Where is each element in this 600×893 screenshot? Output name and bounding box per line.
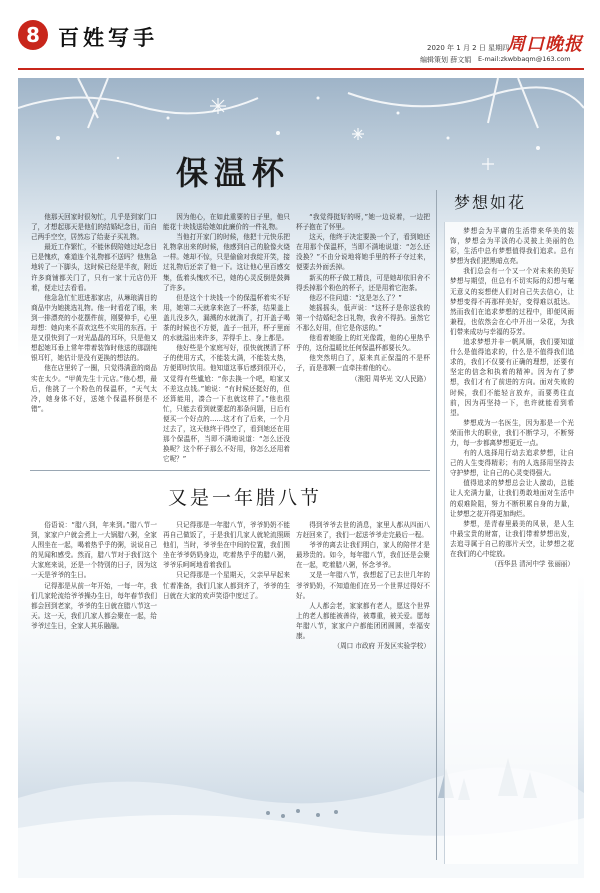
paragraph: 又是一年腊八节，我想起了已去世几年的爷爷奶奶，不知道他们在另一个世界过得好不好。	[296, 571, 430, 600]
paragraph: 得到爷爷去世的消息，家里人都从四面八方赶回来了，我们一起送爷爷走完最后一程。	[296, 521, 430, 540]
page-number-badge: 8	[18, 20, 48, 50]
editor-line: 编辑策划 薛文娟	[420, 56, 472, 64]
laba-byline: （周口 市政府 开发区实验学校）	[333, 642, 430, 651]
paragraph: 因为他心，在如此重要的日子里，他只能花十块钱送给她如此廉价的一件礼物。	[163, 213, 290, 232]
paragraph: 她摇摇头，低声说：“这杯子是你送我的第一个结婚纪念日礼物，我舍不得扔。虽然它不那么好用，但它是你送的。”	[296, 303, 430, 333]
paragraph: 新买的杯子做工精良，可是她却依旧舍不得丢掉那个粉色的杯子，还是用着它泡茶。	[296, 273, 430, 292]
paragraph: 他那天回家时很匆忙，几乎是到家门口了，才想起那天是他们的结婚纪念日，而自己两手空空，居然忘了给妻子买礼物。	[31, 213, 157, 242]
laba-column-2	[163, 520, 290, 810]
column-divider	[436, 190, 437, 860]
thermos-column-2	[163, 212, 290, 466]
date-line: 2020 年 1 月 2 日 星期四	[427, 44, 510, 52]
dream-article-title: 梦想如花	[454, 193, 527, 212]
paragraph: 爷爷的离去让我们明白，家人的陪伴才是最珍贵的。如今，每年腊八节，我们还是会聚在一起，吃着腊八粥，怀念爷爷。	[296, 541, 430, 570]
paragraph: 只记得那是一个星期天，父亲早早起来忙着准备，我们几家人都到齐了，爷爷的生日就在大家的欢声笑语中度过了。	[163, 571, 290, 600]
paragraph: 他好些是个家庭写好，很快就摸清了杯子的使用方式，不能装太满，不能装太热，方便即时饮用。他知道这事后感到很开心，又觉得有些尴尬：“你去换一个吧，咱家又不差这点钱。”她说：“有时候还挺好的，但还算能用，凑合一下也就这样了。”他也很忙，只能去看到就要起的那条问题，日后有便买一个好点的……这才有了后来，一个月过去了，这天他终于得空了，看到她还在用那个保温杯，当即不满地说道：“怎么还没换呢？这个杯子那么不好用，你怎么还用着它呢？”	[163, 344, 290, 464]
paragraph: 他看着她脸上的红光像霞，他的心里热乎乎的，这份温暖比任何保温杯都要长久。	[296, 334, 430, 353]
laba-article-title: 又是一年腊八节	[168, 487, 323, 509]
paragraph: 当他打开家门的时候，他把十元快乐把礼物拿出来的时候，他感到自己的脸像火烧一样。她却不惊，只是偷偷对我绽开笑，接过礼物后还亲了他一下。这让他心里百感交集，低着头愧疚不已，她的心灵反倒是鼓舞了许多。	[163, 233, 290, 292]
thermos-column-3	[296, 212, 430, 466]
paragraph: 他突然明白了，原来真正保温的不是杯子，而是那颗一直牵挂着他的心。	[296, 354, 430, 373]
laba-column-1	[31, 520, 157, 810]
email-address: E-mail:zkwbbaqm@163.com	[478, 55, 571, 63]
paragraph: “我觉得挺好的呀，”她一边说着，一边把杯子抱在了怀里。	[296, 213, 430, 232]
paragraph: 这天，他终于决定要换一个了，看到她还在用那个保温杯，当即不满地说道：“怎么还没换？”不由分说地将她手里的杯子夺过来，便要去外面丢掉。	[296, 233, 430, 272]
paragraph: 最近工作繁忙，不能休假陪她过纪念日已是愧疚，难道连个礼物都不送吗？他焦急地转了一下脚头，这时候已经是半夜，附近许多商铺都关门了，只有一家十元店仍开着，便走过去看看。	[31, 243, 157, 292]
thermos-byline: （淮阳 周华光 文/人民路）	[351, 374, 430, 383]
paragraph: 梦想会为平庸的生活带来华美的装饰，梦想会为平淡的心灵披上美丽的色彩，生活中总有梦想值得我们追求。总有梦想为我们把黑暗点亮。	[450, 227, 574, 266]
thermos-column-1	[31, 212, 157, 466]
page-header	[0, 0, 600, 72]
paragraph: 只记得那是一年腊八节，爷爷奶奶不能再自己做饭了，于是我们几家人就轮流照顾他们，当时，爷爷坐在中间的位置，我们围坐在爷爷奶奶身边，吃着热乎乎的腊八粥，爷爷乐呵呵地看着我们。	[163, 521, 290, 570]
paragraph: 但是这个十块钱一个的保温杯着实不好用，她第二天就拿来泡了一杯茶，结果盖上盖儿没多久，漏溅的水就淌了，打开盖子喝茶的时候也不方便，盖子一扭开，杯子里面的水就溢出来许多，弄得手上、身上都是。	[163, 293, 290, 343]
paragraph: 值得追求的梦想总会让人激动，总能让人充满力量，让我们勇敢地面对生活中的艰难险阻，努力不断积累自身的力量，让梦想之花开得更加绚烂。	[450, 479, 574, 518]
paragraph: 俗语说：“腊八到，年来到。”腊八节一到，家家户户就会煮上一大锅腊八粥，全家人围坐在一起，喝着热乎乎的粥，说说自己的见闻和感受。然而，腊八节对于我们这个大家庭来说，还是一个特别的日子，因为这一天是爷爷的生日。	[31, 521, 157, 580]
paragraph: 他急急忙忙逛进那家店，从琳琅满目的商品中为她挑选礼物。他一时看花了眼，来到一排漂亮的小花摆件前，刚要伸手，心里却想：她向来不喜欢这些不实用的东西。于是又很快到了一对光晶晶的耳环，只是他又想起她耳垂上常年带着装饰时他送的那副纯银耳钉，她估计是没有更换的想法的。	[31, 293, 157, 363]
header-divider	[18, 68, 584, 70]
dream-column	[450, 226, 574, 860]
laba-column-3	[296, 520, 430, 810]
section-divider	[30, 470, 430, 471]
section-title: 百姓写手	[58, 25, 158, 50]
paragraph: 记得那是从前一年开始，一每一年，我们几家轮流给爷爷操办生日，每年春节我们都会回到老家，爷爷的生日就在腊八节这一天。这一天，我们几家人都会聚在一起，给爷爷过生日，全家人其乐融融。	[31, 581, 157, 630]
paragraph: 他在店里转了一圈，只觉得满意的商品实在太少。“甲黄先生十元店。”他心想，最后，他挑了一个粉色的保温杯，“天气太冷，她身体不好，送她个保温杯倒是不错”。	[31, 364, 157, 413]
paragraph: 他忍不住问道：“这是怎么了？”	[309, 293, 402, 302]
paragraph: 我们总会有一个又一个对未来的美好梦想与期望，但总有不切实际的幻想与毫无意义的妄想使人们对自己失去信心，让梦想变得不再那样美好，变得难以抵达。然而我们在追求梦想的过程中，即便风雨兼程，也依然会在心中开出一朵花，为我们带来成功与幸福的芬芳。	[450, 267, 574, 336]
paragraph: 追求梦想并非一帆风顺，我们要知道什么是值得追求的，什么是不值得我们追求的，我们不仅要有正确的理想，还要有坚定的信念和执着的精神。因为有了梦想，我们才有了前进的方向。面对失败的时候，我们不能轻言放弃，而要勇往直前，因为再坚持一下，也许就能看到希望。	[450, 338, 574, 417]
dream-byline: （西华县 清河中学 张丽丽）	[490, 560, 574, 569]
newspaper-logo: 周口晚报	[507, 34, 583, 55]
paragraph: 有的人选择用行动去追求梦想，让自己的人生变得精彩；有的人选择用坚持去守护梦想，让自己的心灵变得强大。	[450, 449, 574, 478]
thermos-article-title: 保温杯	[176, 154, 291, 192]
paragraph: 梦想，是青春里最美的风景，是人生中最宝贵的财富，让我们带着梦想出发，去追寻属于自己的那片天空，让梦想之花在我们的心中绽放。	[450, 519, 574, 558]
paragraph: 人人都会老，家家都有老人，愿这个世界上的老人都能被善待，被尊重，被关爱。愿每年腊八节，家家户户都能团团圆圆，幸福安康。	[296, 601, 430, 641]
paragraph: 梦想成为一名医生，因为那是一个光荣而伟大的职业，我们不断学习，不断努力，每一步都离梦想更近一点。	[450, 418, 574, 447]
